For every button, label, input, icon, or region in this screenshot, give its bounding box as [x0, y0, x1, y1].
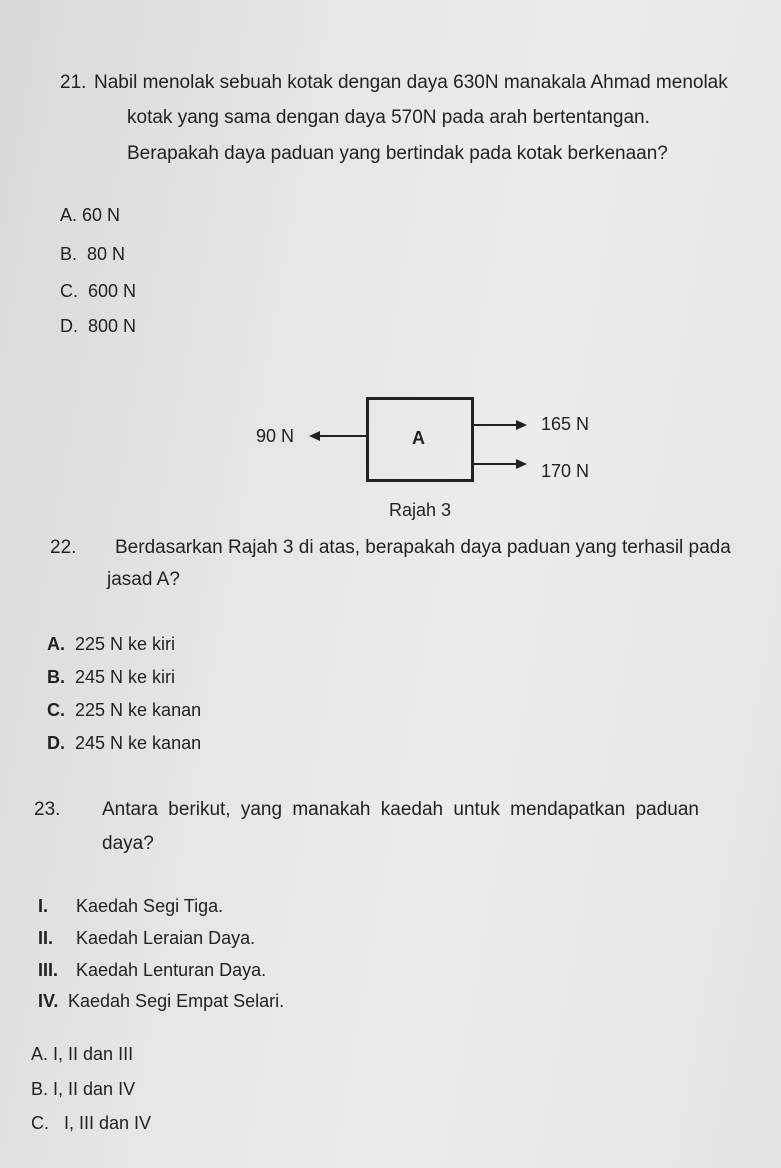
statement-text: Kaedah Lenturan Daya. — [76, 960, 267, 980]
force-label-right-top: 165 N — [541, 414, 590, 434]
statement-text: Kaedah Leraian Daya. — [76, 928, 256, 948]
question-number: 21. — [60, 72, 87, 93]
statement-item — [38, 928, 255, 949]
statement-numeral: I. — [38, 896, 49, 916]
question-text-line: Antara berikut, yang manakah kaedah untuk mendapatkan paduan — [102, 799, 699, 820]
box-label: A — [412, 428, 425, 448]
answer-option — [31, 1113, 151, 1134]
answer-option — [47, 634, 175, 655]
answer-option — [31, 1044, 133, 1065]
statement-numeral: III. — [38, 960, 59, 980]
answer-option — [47, 700, 201, 721]
option-letter: B. — [31, 1079, 49, 1099]
question-text-line: daya? — [102, 833, 154, 854]
answer-option — [47, 667, 175, 688]
statement-text: Kaedah Segi Tiga. — [76, 896, 224, 916]
option-letter: A. — [47, 634, 65, 654]
answer-option — [60, 205, 120, 226]
statement-item — [38, 991, 284, 1012]
statement-text: Kaedah Segi Empat Selari. — [68, 991, 285, 1011]
option-text: 600 N — [88, 281, 137, 301]
statement-numeral: II. — [38, 928, 54, 948]
option-letter: C. — [47, 700, 65, 720]
question-text-line: Berdasarkan Rajah 3 di atas, berapakah daya paduan yang terhasil pada — [115, 537, 731, 558]
question-text-line: Nabil menolak sebuah kotak dengan daya 630N manakala Ahmad menolak — [94, 72, 728, 93]
option-text: 800 N — [88, 316, 137, 336]
force-label-right-bottom: 170 N — [541, 461, 590, 481]
option-letter: A. — [31, 1044, 49, 1064]
option-text: I, II dan III — [53, 1044, 134, 1064]
question-text-line: kotak yang sama dengan daya 570N pada arah bertentangan. — [127, 107, 650, 128]
answer-option — [60, 244, 125, 265]
diagram-caption: Rajah 3 — [389, 500, 452, 520]
option-text: 225 N ke kanan — [75, 700, 202, 720]
force-label-left: 90 N — [256, 426, 295, 446]
option-text: 80 N — [87, 244, 126, 264]
option-text: 60 N — [82, 205, 121, 225]
question-text-line: jasad A? — [107, 569, 180, 590]
statement-item — [38, 896, 223, 917]
option-text: 225 N ke kiri — [75, 634, 176, 654]
option-text: I, II dan IV — [53, 1079, 136, 1099]
answer-option — [60, 281, 136, 302]
option-letter: C. — [31, 1113, 49, 1133]
question-number: 23. — [34, 799, 61, 820]
option-letter: B. — [47, 667, 65, 687]
option-text: 245 N ke kiri — [75, 667, 176, 687]
statement-item — [38, 960, 266, 981]
statement-numeral: IV. — [38, 991, 59, 1011]
option-text: 245 N ke kanan — [75, 733, 202, 753]
question-text-line: Berapakah daya paduan yang bertindak pada kotak berkenaan? — [127, 143, 668, 164]
question-number: 22. — [50, 537, 77, 558]
option-letter: C. — [60, 281, 78, 301]
option-letter: D. — [47, 733, 65, 753]
answer-option — [60, 316, 136, 337]
answer-option — [47, 733, 201, 754]
option-letter: B. — [60, 244, 78, 264]
option-text: I, III dan IV — [64, 1113, 152, 1133]
answer-option — [31, 1079, 135, 1100]
option-letter: A. — [60, 205, 78, 225]
option-letter: D. — [60, 316, 78, 336]
